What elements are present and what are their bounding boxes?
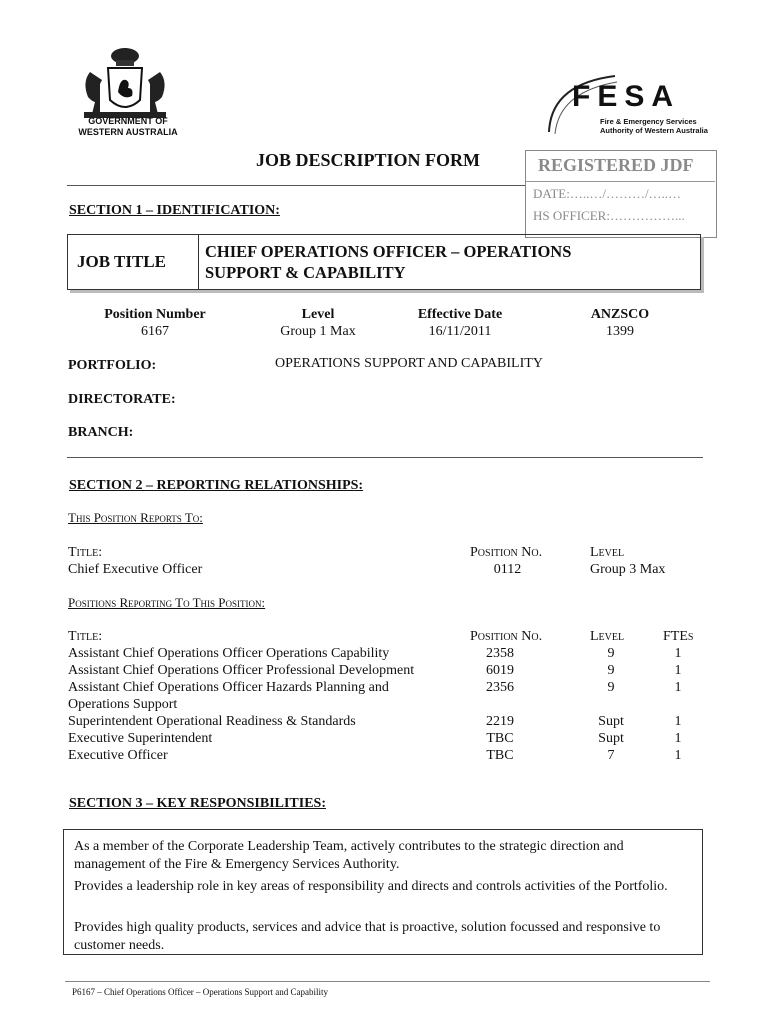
- anzsco-value: 1399: [606, 324, 634, 339]
- reporting-row-level: 7: [607, 748, 615, 763]
- section-3-heading: SECTION 3 – KEY RESPONSIBILITIES:: [69, 796, 327, 811]
- reports-to-heading: This Position Reports To:: [68, 510, 203, 525]
- registered-hs-officer-field: HS OFFICER:……………...: [533, 208, 685, 223]
- portfolio-label: PORTFOLIO:: [68, 358, 157, 373]
- anzsco-header: ANZSCO: [590, 307, 650, 322]
- responsibility-paragraph: Provides high quality products, services and advice that is proactive, solution focussed and responsive to customer needs.: [74, 920, 661, 953]
- reporting-row-position-no: 2219: [486, 714, 514, 729]
- job-title-line-2: SUPPORT & CAPABILITY: [205, 263, 406, 282]
- govt-line-2: WESTERN AUSTRALIA: [78, 127, 178, 137]
- reporting-row-position-no: 2358: [486, 646, 514, 661]
- reporting-row-ftes: 1: [674, 663, 682, 678]
- level-header: Level: [301, 307, 335, 322]
- reporting-row-position-no: 6019: [486, 663, 514, 678]
- branch-label: BRANCH:: [68, 425, 134, 440]
- reports-to-title-label: Title:: [68, 545, 103, 560]
- effective-date-value: 16/11/2011: [428, 324, 492, 339]
- govt-line-1: GOVERNMENT OF: [88, 116, 168, 126]
- fesa-subtitle-line-2: Authority of Western Australia: [600, 126, 708, 135]
- reporting-row-title: Executive Officer: [68, 748, 168, 763]
- job-title-label: JOB TITLE: [77, 252, 166, 271]
- reporting-level-label: Level: [590, 629, 625, 644]
- reports-to-title: Chief Executive Officer: [68, 562, 203, 577]
- reporting-row-ftes: 1: [674, 731, 682, 746]
- reporting-ftes-label: FTEs: [663, 629, 694, 644]
- reporting-positions-heading: Positions Reporting To This Position:: [68, 595, 266, 610]
- registered-jdf-title: REGISTERED JDF: [538, 155, 694, 175]
- fesa-subtitle-line-1: Fire & Emergency Services: [600, 117, 697, 126]
- reports-to-position-no: 0112: [493, 562, 522, 577]
- level-value: Group 1 Max: [280, 324, 356, 339]
- effective-date-header: Effective Date: [417, 307, 503, 322]
- footer-text: P6167 – Chief Operations Officer – Operations Support and Capability: [72, 987, 329, 997]
- government-label: [72, 116, 184, 138]
- reporting-row-ftes: 1: [674, 646, 682, 661]
- title-divider: [67, 185, 525, 186]
- reporting-row-level: Supt: [598, 714, 624, 729]
- job-title-line-1: CHIEF OPERATIONS OFFICER – OPERATIONS: [205, 242, 572, 261]
- fesa-subtitle: [600, 117, 710, 135]
- reporting-row-ftes: 1: [674, 714, 682, 729]
- reporting-row-position-no: TBC: [486, 748, 514, 763]
- reports-to-position-no-label: Position No.: [470, 545, 543, 560]
- reporting-row-title: Assistant Chief Operations Officer Operations Capability: [68, 646, 390, 661]
- job-title-value: [205, 241, 685, 283]
- portfolio-value: OPERATIONS SUPPORT AND CAPABILITY: [275, 356, 543, 371]
- reporting-row-title-continued: Operations Support: [68, 697, 178, 712]
- reporting-row-ftes: 1: [674, 680, 682, 695]
- reporting-position-no-label: Position No.: [470, 629, 543, 644]
- section-divider: [67, 457, 703, 458]
- reporting-row-level: 9: [607, 680, 615, 695]
- reporting-row-level: 9: [607, 646, 615, 661]
- reports-to-level-label: Level: [590, 545, 625, 560]
- reporting-row-level: Supt: [598, 731, 624, 746]
- reporting-row-title: Assistant Chief Operations Officer Professional Development: [68, 663, 415, 678]
- reporting-row-position-no: 2356: [486, 680, 514, 695]
- fesa-wordmark: FESA: [572, 80, 681, 113]
- reporting-row-title: Executive Superintendent: [68, 731, 213, 746]
- responsibility-paragraph: As a member of the Corporate Leadership Team, actively contributes to the strategic direction and management of the Fire & Emergency Services Authority.: [74, 839, 624, 872]
- reporting-row-ftes: 1: [674, 748, 682, 763]
- position-number-value: 6167: [141, 324, 169, 339]
- job-title-box-divider: [198, 234, 199, 290]
- reporting-title-label: Title:: [68, 629, 103, 644]
- section-1-heading: SECTION 1 – IDENTIFICATION:: [69, 203, 280, 218]
- reporting-row-position-no: TBC: [486, 731, 514, 746]
- responsibility-paragraph: Provides a leadership role in key areas of responsibility and directs and controls activities of the Portfolio.: [74, 879, 668, 894]
- reporting-row-level: 9: [607, 663, 615, 678]
- reporting-row-title: Assistant Chief Operations Officer Hazards Planning and: [68, 680, 389, 695]
- reports-to-level: Group 3 Max: [590, 562, 666, 577]
- registered-date-field: DATE:…..…/………/…..…: [533, 186, 682, 201]
- registered-divider: [526, 181, 715, 182]
- reporting-row-title: Superintendent Operational Readiness & Standards: [68, 714, 356, 729]
- footer-divider: [65, 981, 710, 982]
- directorate-label: DIRECTORATE:: [68, 392, 176, 407]
- section-2-heading: SECTION 2 – REPORTING RELATIONSHIPS:: [69, 478, 364, 493]
- position-number-header: Position Number: [104, 307, 206, 322]
- form-title: JOB DESCRIPTION FORM: [256, 150, 481, 170]
